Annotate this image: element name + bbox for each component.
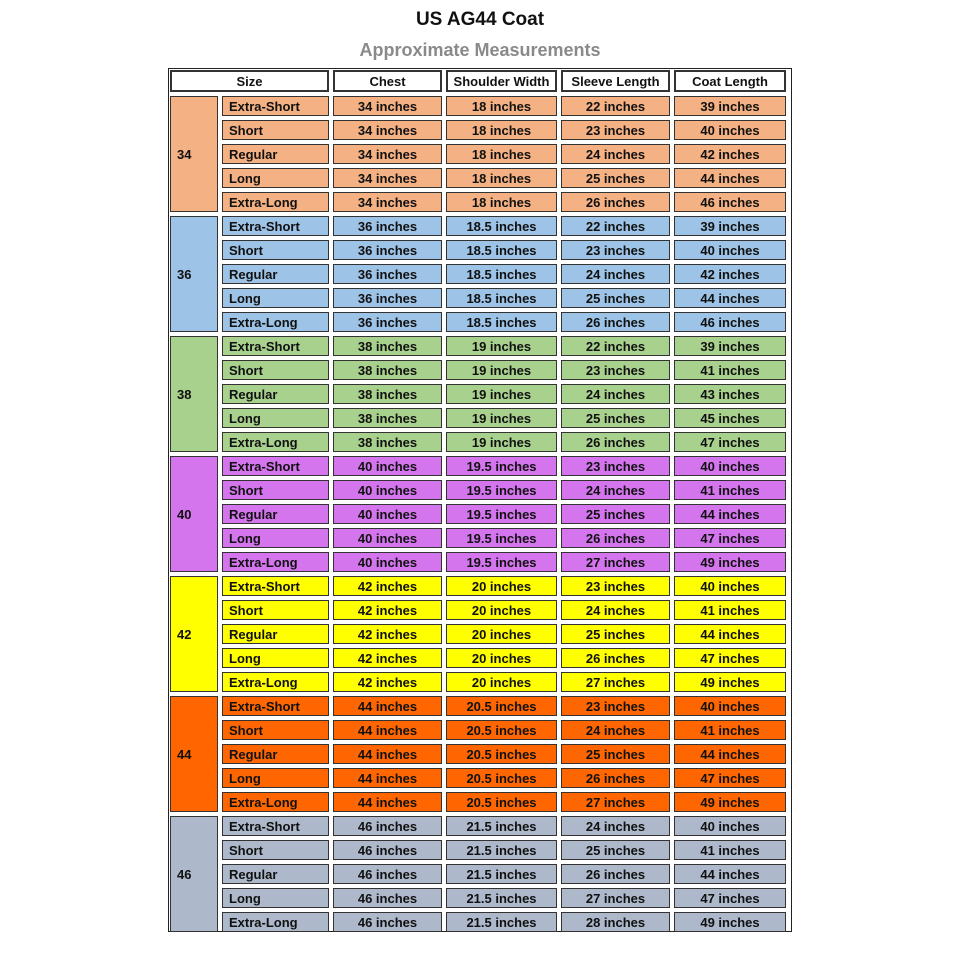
sleeve-length-cell: 23 inches [561,240,670,260]
length-cell: Extra-Short [222,336,329,356]
header-shoulder-width: Shoulder Width [446,70,557,92]
chest-cell: 42 inches [333,576,442,596]
shoulder-width-cell: 19.5 inches [446,480,557,500]
coat-length-cell: 41 inches [674,840,786,860]
length-cell: Extra-Short [222,456,329,476]
length-cell: Extra-Long [222,912,329,932]
coat-length-cell: 40 inches [674,456,786,476]
chest-cell: 36 inches [333,216,442,236]
size-chart-table [168,68,792,934]
chest-cell: 38 inches [333,432,442,452]
coat-length-cell: 39 inches [674,336,786,356]
coat-length-cell: 44 inches [674,864,786,884]
sleeve-length-cell: 24 inches [561,384,670,404]
chest-cell: 40 inches [333,480,442,500]
chest-cell: 42 inches [333,672,442,692]
coat-length-cell: 40 inches [674,576,786,596]
coat-length-cell: 46 inches [674,312,786,332]
shoulder-width-cell: 19 inches [446,432,557,452]
size-group-36: 36 [170,216,218,332]
sleeve-length-cell: 26 inches [561,192,670,212]
length-cell: Short [222,120,329,140]
chest-cell: 34 inches [333,96,442,116]
length-cell: Long [222,528,329,548]
length-cell: Regular [222,864,329,884]
sleeve-length-cell: 22 inches [561,336,670,356]
length-cell: Regular [222,744,329,764]
sleeve-length-cell: 26 inches [561,648,670,668]
shoulder-width-cell: 18.5 inches [446,216,557,236]
sleeve-length-cell: 23 inches [561,456,670,476]
length-cell: Long [222,648,329,668]
chest-cell: 38 inches [333,384,442,404]
sleeve-length-cell: 27 inches [561,888,670,908]
length-cell: Extra-Long [222,552,329,572]
sleeve-length-cell: 24 inches [561,144,670,164]
sleeve-length-cell: 24 inches [561,720,670,740]
sleeve-length-cell: 25 inches [561,288,670,308]
sleeve-length-cell: 22 inches [561,216,670,236]
coat-length-cell: 42 inches [674,264,786,284]
shoulder-width-cell: 20 inches [446,576,557,596]
sleeve-length-cell: 26 inches [561,528,670,548]
sleeve-length-cell: 24 inches [561,816,670,836]
chest-cell: 38 inches [333,408,442,428]
chest-cell: 42 inches [333,600,442,620]
shoulder-width-cell: 19 inches [446,360,557,380]
length-cell: Extra-Long [222,312,329,332]
shoulder-width-cell: 20 inches [446,648,557,668]
size-group-40: 40 [170,456,218,572]
sleeve-length-cell: 26 inches [561,312,670,332]
size-group-44: 44 [170,696,218,812]
coat-length-cell: 49 inches [674,912,786,932]
sleeve-length-cell: 23 inches [561,576,670,596]
sleeve-length-cell: 23 inches [561,696,670,716]
shoulder-width-cell: 21.5 inches [446,840,557,860]
length-cell: Short [222,240,329,260]
chest-cell: 44 inches [333,744,442,764]
sleeve-length-cell: 24 inches [561,480,670,500]
length-cell: Long [222,768,329,788]
coat-length-cell: 42 inches [674,144,786,164]
coat-length-cell: 44 inches [674,288,786,308]
length-cell: Extra-Long [222,192,329,212]
shoulder-width-cell: 20 inches [446,600,557,620]
size-group-38: 38 [170,336,218,452]
coat-length-cell: 41 inches [674,600,786,620]
coat-length-cell: 49 inches [674,552,786,572]
chest-cell: 40 inches [333,504,442,524]
sleeve-length-cell: 26 inches [561,768,670,788]
shoulder-width-cell: 20 inches [446,624,557,644]
chest-cell: 36 inches [333,240,442,260]
shoulder-width-cell: 20.5 inches [446,792,557,812]
coat-length-cell: 49 inches [674,672,786,692]
shoulder-width-cell: 21.5 inches [446,864,557,884]
chest-cell: 44 inches [333,696,442,716]
length-cell: Long [222,888,329,908]
length-cell: Extra-Short [222,696,329,716]
chest-cell: 40 inches [333,456,442,476]
sleeve-length-cell: 28 inches [561,912,670,932]
length-cell: Short [222,840,329,860]
chest-cell: 36 inches [333,312,442,332]
header-size: Size [170,70,329,92]
length-cell: Regular [222,264,329,284]
sleeve-length-cell: 27 inches [561,552,670,572]
size-group-34: 34 [170,96,218,212]
chest-cell: 46 inches [333,864,442,884]
length-cell: Extra-Long [222,792,329,812]
shoulder-width-cell: 21.5 inches [446,888,557,908]
coat-length-cell: 40 inches [674,816,786,836]
coat-length-cell: 41 inches [674,720,786,740]
shoulder-width-cell: 20.5 inches [446,696,557,716]
shoulder-width-cell: 19.5 inches [446,504,557,524]
coat-length-cell: 40 inches [674,120,786,140]
chest-cell: 36 inches [333,264,442,284]
chest-cell: 44 inches [333,720,442,740]
chest-cell: 46 inches [333,912,442,932]
sleeve-length-cell: 23 inches [561,360,670,380]
sleeve-length-cell: 25 inches [561,408,670,428]
coat-length-cell: 47 inches [674,648,786,668]
shoulder-width-cell: 18.5 inches [446,288,557,308]
length-cell: Extra-Short [222,216,329,236]
shoulder-width-cell: 18 inches [446,96,557,116]
length-cell: Long [222,408,329,428]
shoulder-width-cell: 19.5 inches [446,552,557,572]
coat-length-cell: 44 inches [674,744,786,764]
chest-cell: 42 inches [333,648,442,668]
coat-length-cell: 41 inches [674,360,786,380]
shoulder-width-cell: 18 inches [446,120,557,140]
sleeve-length-cell: 23 inches [561,120,670,140]
length-cell: Regular [222,624,329,644]
coat-length-cell: 41 inches [674,480,786,500]
chest-cell: 42 inches [333,624,442,644]
coat-length-cell: 47 inches [674,432,786,452]
length-cell: Extra-Long [222,432,329,452]
shoulder-width-cell: 20.5 inches [446,744,557,764]
chest-cell: 38 inches [333,336,442,356]
shoulder-width-cell: 20.5 inches [446,768,557,788]
coat-length-cell: 44 inches [674,624,786,644]
sleeve-length-cell: 25 inches [561,744,670,764]
sleeve-length-cell: 24 inches [561,600,670,620]
chest-cell: 34 inches [333,144,442,164]
length-cell: Short [222,360,329,380]
length-cell: Extra-Long [222,672,329,692]
chest-cell: 40 inches [333,528,442,548]
shoulder-width-cell: 20.5 inches [446,720,557,740]
length-cell: Extra-Short [222,96,329,116]
chest-cell: 38 inches [333,360,442,380]
sleeve-length-cell: 27 inches [561,792,670,812]
coat-length-cell: 46 inches [674,192,786,212]
coat-length-cell: 39 inches [674,96,786,116]
length-cell: Extra-Short [222,576,329,596]
chest-cell: 40 inches [333,552,442,572]
chest-cell: 36 inches [333,288,442,308]
chest-cell: 34 inches [333,192,442,212]
sleeve-length-cell: 27 inches [561,672,670,692]
sleeve-length-cell: 25 inches [561,504,670,524]
coat-length-cell: 40 inches [674,696,786,716]
shoulder-width-cell: 18.5 inches [446,312,557,332]
shoulder-width-cell: 18 inches [446,192,557,212]
coat-length-cell: 47 inches [674,888,786,908]
sleeve-length-cell: 24 inches [561,264,670,284]
size-group-46: 46 [170,816,218,932]
shoulder-width-cell: 18 inches [446,144,557,164]
sleeve-length-cell: 26 inches [561,864,670,884]
coat-length-cell: 45 inches [674,408,786,428]
shoulder-width-cell: 20 inches [446,672,557,692]
chest-cell: 44 inches [333,792,442,812]
coat-length-cell: 44 inches [674,504,786,524]
chest-cell: 44 inches [333,768,442,788]
chest-cell: 34 inches [333,168,442,188]
length-cell: Short [222,600,329,620]
coat-length-cell: 44 inches [674,168,786,188]
shoulder-width-cell: 21.5 inches [446,912,557,932]
shoulder-width-cell: 19 inches [446,408,557,428]
length-cell: Regular [222,384,329,404]
shoulder-width-cell: 19.5 inches [446,528,557,548]
shoulder-width-cell: 19 inches [446,336,557,356]
coat-length-cell: 49 inches [674,792,786,812]
length-cell: Long [222,288,329,308]
shoulder-width-cell: 19.5 inches [446,456,557,476]
length-cell: Long [222,168,329,188]
length-cell: Short [222,720,329,740]
header-coat-length: Coat Length [674,70,786,92]
sleeve-length-cell: 26 inches [561,432,670,452]
shoulder-width-cell: 21.5 inches [446,816,557,836]
chest-cell: 34 inches [333,120,442,140]
shoulder-width-cell: 18.5 inches [446,240,557,260]
coat-length-cell: 47 inches [674,528,786,548]
sleeve-length-cell: 25 inches [561,624,670,644]
header-sleeve-length: Sleeve Length [561,70,670,92]
coat-length-cell: 40 inches [674,240,786,260]
coat-length-cell: 43 inches [674,384,786,404]
header-chest: Chest [333,70,442,92]
page-title: US AG44 Coat [415,9,545,30]
length-cell: Extra-Short [222,816,329,836]
chest-cell: 46 inches [333,888,442,908]
sleeve-length-cell: 22 inches [561,96,670,116]
length-cell: Regular [222,144,329,164]
size-group-42: 42 [170,576,218,692]
length-cell: Regular [222,504,329,524]
sleeve-length-cell: 25 inches [561,840,670,860]
chest-cell: 46 inches [333,840,442,860]
chest-cell: 46 inches [333,816,442,836]
shoulder-width-cell: 19 inches [446,384,557,404]
sleeve-length-cell: 25 inches [561,168,670,188]
coat-length-cell: 39 inches [674,216,786,236]
coat-length-cell: 47 inches [674,768,786,788]
shoulder-width-cell: 18 inches [446,168,557,188]
shoulder-width-cell: 18.5 inches [446,264,557,284]
page-subtitle: Approximate Measurements [359,40,601,60]
length-cell: Short [222,480,329,500]
